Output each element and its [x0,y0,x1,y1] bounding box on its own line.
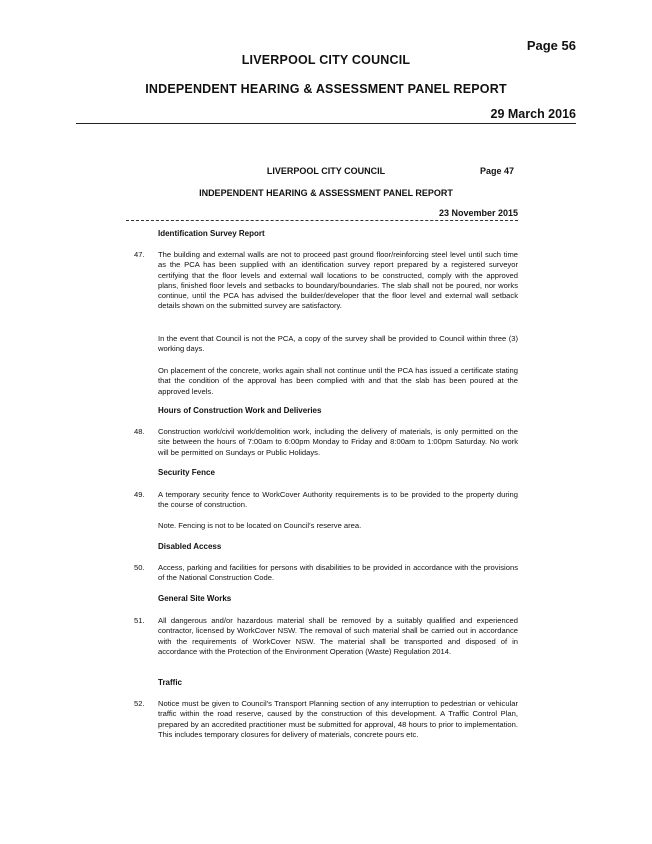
inner-header-rule [126,220,518,221]
inner-report-date: 23 November 2015 [438,208,518,218]
condition-text: All dangerous and/or hazardous material shall be removed by a suitably qualified and experienced contractor, licensed by WorkCover NSW. The removal of such material shall be carried out in accordance with the requirements of WorkCover NSW. The material shall be transported and disposed of in accordance with the Protection of the Environment Operation (Waste) Regulation 2014. [158,616,518,656]
condition-number: 48. [134,427,145,436]
condition-text: Notice must be given to Council's Transport Planning section of any interruption to pedestrian or vehicular traffic within the road reserve, caused by the construction of this development. A Traffic Control Plan, prepared by an accredited practitioner must be submitted for approval, 48 hours to prior to implementation. This includes temporary closures for delivery of materials, concrete pours etc. [158,699,518,739]
outer-panel-title: INDEPENDENT HEARING & ASSESSMENT PANEL REPORT [145,82,507,96]
section-heading: Disabled Access [158,542,222,551]
section-heading: Identification Survey Report [158,229,265,238]
outer-report-date: 29 March 2016 [490,107,576,121]
condition-number: 50. [134,563,145,572]
outer-page-number: Page 56 [526,38,576,53]
outer-council-title: LIVERPOOL CITY COUNCIL [241,53,411,67]
section-heading: Traffic [158,678,183,687]
section-heading: General Site Works [158,594,232,603]
inner-page-number: Page 47 [480,166,515,176]
section-heading: Security Fence [158,468,215,477]
condition-text: On placement of the concrete, works again shall not continue until the PCA has issued a certificate stating that the condition of the approval has been complied with and that the slab has been poured at the approved levels. [158,366,518,396]
outer-header-rule [76,123,576,124]
condition-text: In the event that Council is not the PCA, a copy of the survey shall be provided to Council within three (3) working days. [158,334,518,354]
inner-council-title: LIVERPOOL CITY COUNCIL [266,166,386,176]
condition-number: 52. [134,699,145,708]
condition-number: 51. [134,616,145,625]
inner-panel-title: INDEPENDENT HEARING & ASSESSMENT PANEL REPORT [199,188,453,198]
condition-text: Construction work/civil work/demolition work, including the delivery of materials, is only permitted on the site between the hours of 7:00am to 6:00pm Monday to Friday and 8:00am to 1:00pm Saturday. No work will be permitted on Sundays or Public Holidays. [158,427,518,457]
section-heading: Hours of Construction Work and Deliveries [158,406,322,415]
condition-number: 49. [134,490,145,499]
condition-text: The building and external walls are not to proceed past ground floor/reinforcing steel level until such time as the PCA has been supplied with an identification survey report prepared by a registered surveyor certifying that the floor levels and external wall locations to be constructed, comply with the approved plans, finished floor levels and setbacks to boundary/boundaries. The slab shall not be poured, nor works continue, until the PCA has advised the builder/developer that the floor level and external wall setback details shown on the submitted survey are satisfactory. [158,250,518,311]
condition-text: Access, parking and facilities for persons with disabilities to be provided in accordance with the provisions of the National Construction Code. [158,563,518,583]
condition-note: Note. Fencing is not to be located on Council's reserve area. [158,521,362,530]
condition-number: 47. [134,250,145,259]
condition-text: A temporary security fence to WorkCover Authority requirements is to be provided to the property during the course of construction. [158,490,518,510]
